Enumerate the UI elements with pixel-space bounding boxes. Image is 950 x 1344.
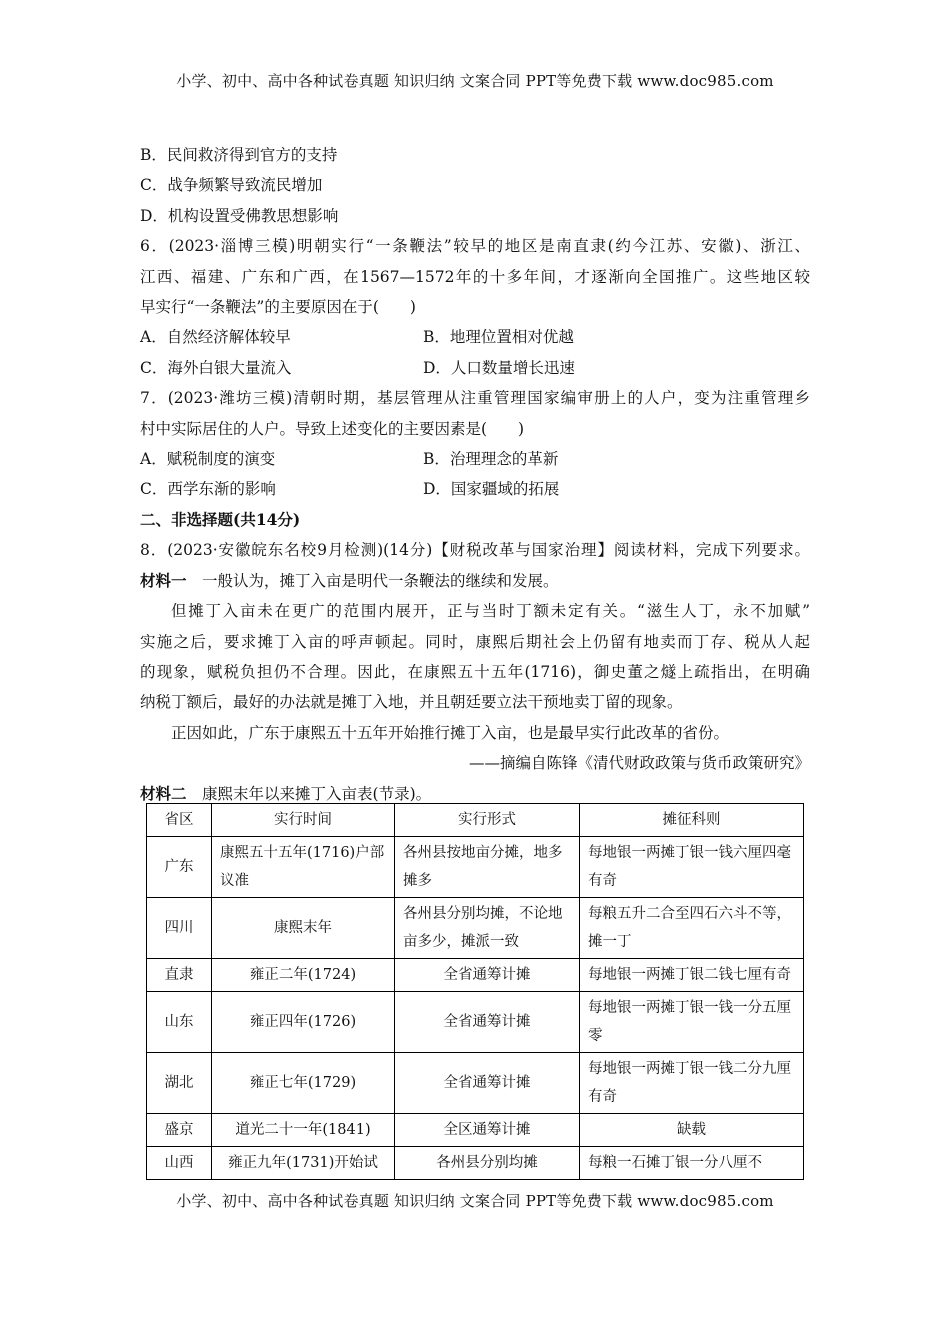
table-cell-form: 各州县分别均摊 — [395, 1147, 580, 1180]
section-title: 二、非选择题(共14分) — [140, 509, 301, 529]
tanding-rumu-table — [146, 803, 804, 1180]
table-cell-rule: 每地银一两摊丁银一钱六厘四毫有奇 — [580, 837, 804, 898]
table-row — [147, 1053, 804, 1114]
table-row — [147, 1147, 804, 1180]
option-c-prev: C．战争频繁导致流民增加 — [140, 176, 323, 195]
material-1-p2-line-2: 实施之后，要求摊丁入亩的呼声顿起。同时，康熙后期社会上仍留有地卖而丁存、税从人起 — [140, 632, 810, 651]
material-2-text: 康熙末年以来摊丁入亩表(节录)。 — [186, 784, 432, 803]
table-row — [147, 992, 804, 1053]
material-1-p2-line-3: 的现象，赋税负担仍不合理。因此，在康熙五十五年(1716)，御史董之燧上疏指出，在明确 — [140, 662, 810, 681]
table-header-cell: 实行时间 — [212, 804, 395, 837]
table-cell-time: 雍正七年(1729) — [212, 1053, 395, 1114]
table-cell-form: 各州县按地亩分摊，地多摊多 — [395, 837, 580, 898]
table-row — [147, 837, 804, 898]
table-cell-time: 康熙五十五年(1716)户部议准 — [212, 837, 395, 898]
table-cell-rule: 每粮一石摊丁银一分八厘不 — [580, 1147, 804, 1180]
page-footer: 小学、初中、高中各种试卷真题 知识归纳 文案合同 PPT等免费下载 www.doc985.com — [176, 1192, 774, 1210]
q7-option-b: B．治理理念的革新 — [423, 450, 559, 469]
table-header-cell: 摊征科则 — [580, 804, 804, 837]
table-cell-rule: 每地银一两摊丁银二钱七厘有奇 — [580, 959, 804, 992]
q6-line-2: 江西、福建、广东和广西，在1567—1572年的十多年间，才逐渐向全国推广。这些地区较 — [140, 267, 810, 286]
q7-options-cd — [140, 474, 810, 504]
option-d-prev: D．机构设置受佛教思想影响 — [140, 206, 339, 225]
table-header-cell: 实行形式 — [395, 804, 580, 837]
table-cell-form: 各州县分别均摊，不论地亩多少，摊派一致 — [395, 898, 580, 959]
q7-line-1: 7．(2023·潍坊三模)清朝时期，基层管理从注重管理国家编审册上的人户，变为注重管理乡 — [140, 389, 810, 408]
table-cell-province: 山西 — [147, 1147, 212, 1180]
table-header-cell: 省区 — [147, 804, 212, 837]
q6-option-a: A．自然经济解体较早 — [140, 328, 291, 347]
q6-line-3: 早实行“一条鞭法”的主要原因在于( ) — [140, 298, 416, 317]
table-cell-time: 雍正九年(1731)开始试 — [212, 1147, 395, 1180]
q7-line-2: 村中实际居住的人户。导致上述变化的主要因素是( ) — [140, 419, 525, 438]
table-cell-form: 全区通筹计摊 — [395, 1114, 580, 1147]
q6-options-ab — [140, 322, 810, 352]
table-cell-province: 直隶 — [147, 959, 212, 992]
material-1-source: ——摘编自陈锋《清代财政政策与货币政策研究》 — [468, 754, 810, 773]
table-header-row — [147, 804, 804, 837]
table-row — [147, 898, 804, 959]
material-1-p3-line-1: 正因如此，广东于康熙五十五年开始推行摊丁入亩，也是最早实行此改革的省份。 — [171, 723, 730, 742]
material-1-label: 材料一 — [140, 570, 187, 590]
table-cell-rule: 每粮五升二合至四石六斗不等，摊一丁 — [580, 898, 804, 959]
table-row — [147, 959, 804, 992]
table-cell-time: 雍正四年(1726) — [212, 992, 395, 1053]
table-cell-province: 四川 — [147, 898, 212, 959]
table-cell-rule: 缺载 — [580, 1114, 804, 1147]
q6-option-c: C．海外白银大量流入 — [140, 358, 292, 377]
material-1-text: 一般认为，摊丁入亩是明代一条鞭法的继续和发展。 — [186, 571, 559, 590]
table-row — [147, 1114, 804, 1147]
table-cell-time: 雍正二年(1724) — [212, 959, 395, 992]
material-2-label: 材料二 — [140, 783, 187, 803]
q6-options-cd — [140, 353, 810, 383]
option-b-prev: B．民间救济得到官方的支持 — [140, 146, 338, 164]
q7-options-ab — [140, 444, 810, 474]
table-cell-province: 湖北 — [147, 1053, 212, 1114]
table-cell-time: 道光二十一年(1841) — [212, 1114, 395, 1147]
material-1-line — [140, 566, 810, 596]
q7-option-c: C．西学东渐的影响 — [140, 480, 276, 499]
material-1-p2-line-4: 纳税丁额后，最好的办法就是摊丁入地，并且朝廷要立法干预地卖丁留的现象。 — [140, 693, 683, 712]
table-cell-province: 山东 — [147, 992, 212, 1053]
material-1-p2-line-1: 但摊丁入亩未在更广的范围内展开，正与当时丁额未定有关。“滋生人丁，永不加赋” — [171, 602, 810, 621]
q6-line-1: 6．(2023·淄博三模)明朝实行“一条鞭法”较早的地区是南直隶(约今江苏、安徽)、浙江、 — [140, 237, 810, 256]
q8-line-1: 8．(2023·安徽皖东名校9月检测)(14分)【财税改革与国家治理】阅读材料，完成下列要求。 — [140, 541, 810, 560]
table-cell-form: 全省通筹计摊 — [395, 959, 580, 992]
q7-option-d: D．国家疆域的拓展 — [423, 480, 560, 499]
table-cell-time: 康熙末年 — [212, 898, 395, 959]
table-cell-province: 广东 — [147, 837, 212, 898]
table-cell-province: 盛京 — [147, 1114, 212, 1147]
page-header: 小学、初中、高中各种试卷真题 知识归纳 文案合同 PPT等免费下载 www.doc985.com — [176, 72, 774, 90]
table-cell-form: 全省通筹计摊 — [395, 1053, 580, 1114]
table-cell-form: 全省通筹计摊 — [395, 992, 580, 1053]
table-cell-rule: 每地银一两摊丁银一钱二分九厘有奇 — [580, 1053, 804, 1114]
q6-option-d: D．人口数量增长迅速 — [423, 358, 575, 377]
q7-option-a: A．赋税制度的演变 — [140, 450, 276, 469]
document-body — [140, 140, 810, 809]
table-cell-rule: 每地银一两摊丁银一钱一分五厘零 — [580, 992, 804, 1053]
q6-option-b: B．地理位置相对优越 — [423, 328, 574, 347]
